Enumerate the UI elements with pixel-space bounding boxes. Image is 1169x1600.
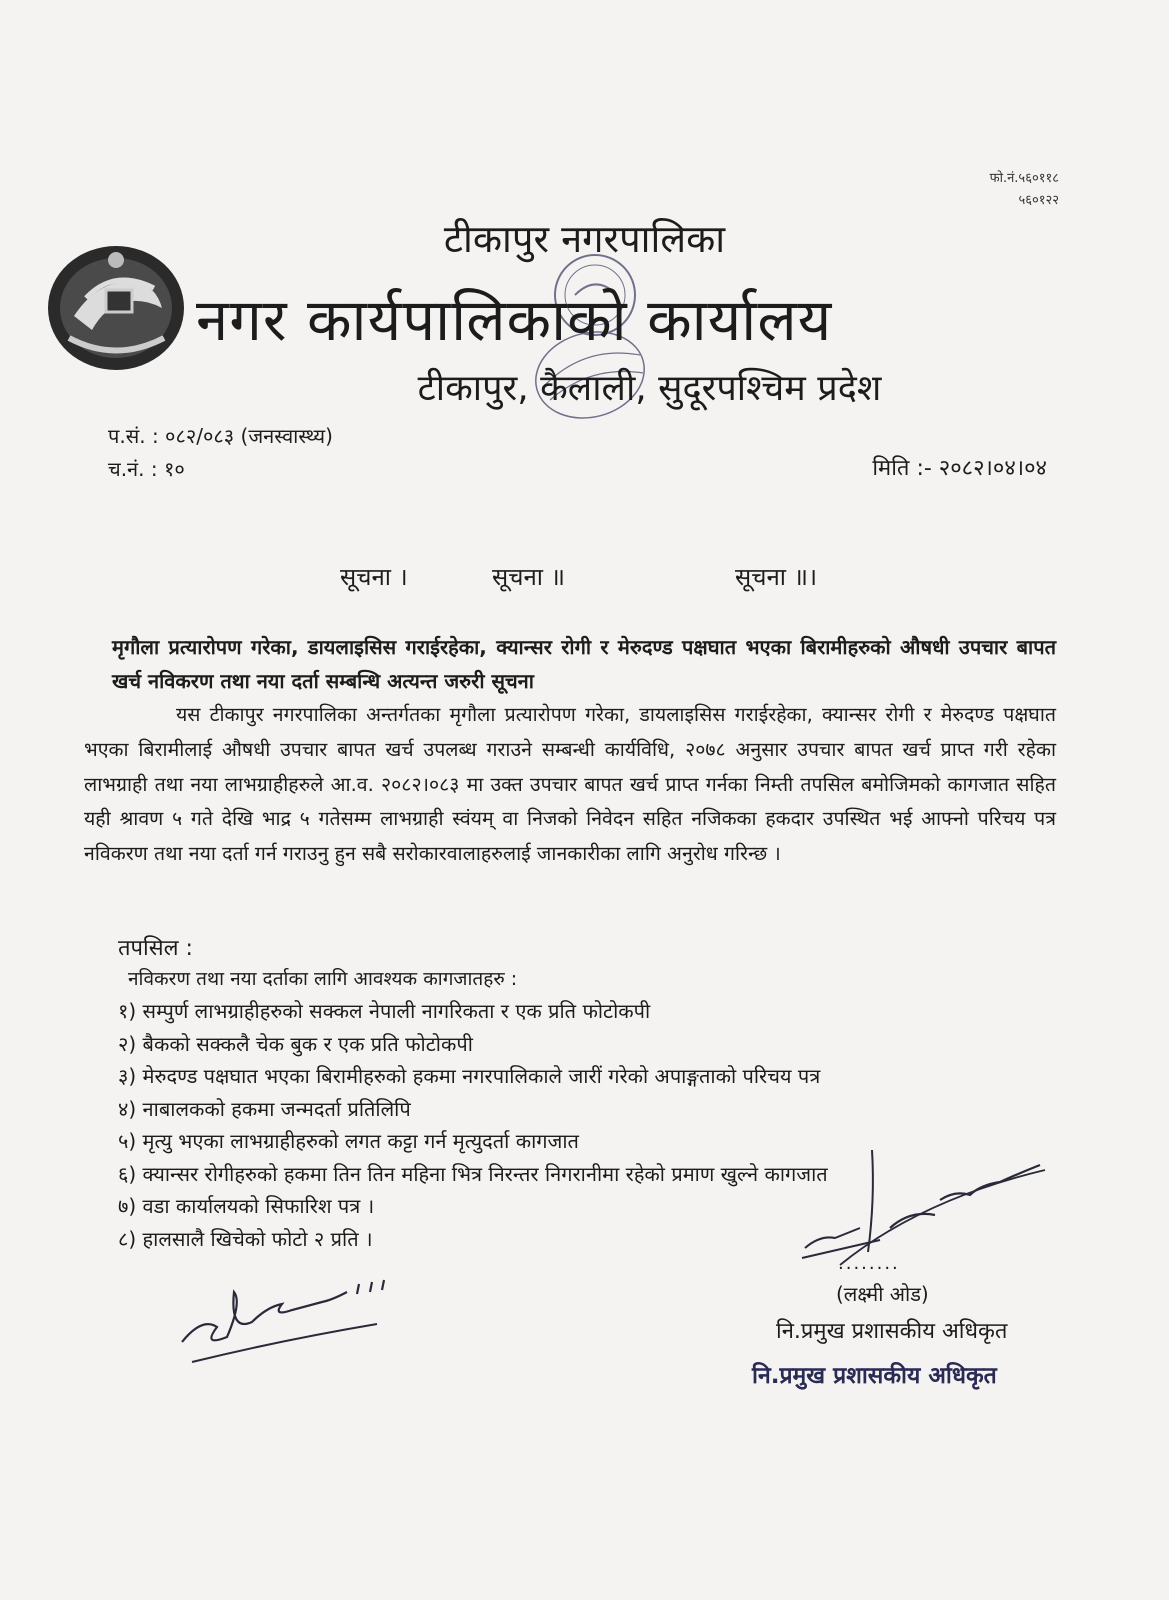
notice-word-2: सूचना ॥ [492,563,566,591]
list-item: ५) मृत्यु भएका लाभग्राहीहरुको लगत कट्टा गर्न मृत्युदर्ता कागजात [118,1129,579,1153]
notice-word-3: सूचना ॥। [735,563,818,591]
signature-dots: ........ [838,1253,900,1274]
municipality-name: टीकापुर नगरपालिका [443,217,726,261]
list-item: ६) क्यान्सर रोगीहरुको हकमा तिन तिन महिना भित्र निरन्तर निगरानीमा रहेको प्रमाण खुल्ने कागजात [118,1161,828,1186]
requirements-label: नविकरण तथा नया दर्ताका लागि आवश्यक कागजातहरु : [128,968,518,990]
office-name: नगर कार्यपालिकाको कार्यालय [196,286,833,354]
reference-number: प.सं. : ०८२/०८३ (जनस्वास्थ्य) [108,424,333,448]
requirements-list [118,995,828,1255]
tapasil-label: तपसिल : [118,936,193,961]
list-item: ४) नाबालकको हकमा जन्मदर्ता प्रतिलिपि [118,1096,411,1121]
office-address: टीकापुर, कैलाली, सुदूरपश्चिम प्रदेश [417,368,882,409]
phone-numbers [990,168,1059,212]
dispatch-number: च.नं. : १० [108,457,185,481]
phone-number-1: फो.नं.५६०११८ [989,171,1059,186]
list-item: ८) हालसालै खिचेको फोटो २ प्रति । [118,1226,373,1251]
list-item: २) बैकको सक्कलै चेक बुक र एक प्रति फोटोकपी [118,1031,473,1056]
signatory-title: नि.प्रमुख प्रशासकीय अधिकृत [776,1319,1008,1344]
list-item: ३) मेरुदण्ड पक्षघात भएका बिरामीहरुको हकमा नगरपालिकाले जारीं गरेको अपाङ्गताको परिचय पत्र [118,1064,821,1088]
notice-word-1: सूचना । [340,563,408,591]
signatory-title-stamp: नि.प्रमुख प्रशासकीय अधिकृत [752,1363,997,1389]
phone-number-2: ५६०१२२ [1018,193,1059,208]
signatory-name: (लक्ष्मी ओड) [836,1282,929,1306]
letter-date: मिति :- २०८२।०४।०४ [872,456,1047,481]
notice-subject: मृगौला प्रत्यारोपण गरेका, डायलाइसिस गराईरहेका, क्यान्सर रोगी र मेरुदण्ड पक्षघात भएका बिरामीहरुको औषधी उपचार बापत खर्च नविकरण तथा नया दर्ता सम्बन्धि अत्यन्त जरुरी सूचना [112,635,1056,693]
list-item: ७) वडा कार्यालयको सिफारिश पत्र । [118,1194,375,1218]
right-signature [800,1140,1050,1270]
left-signature [172,1262,392,1382]
notice-body: यस टीकापुर नगरपालिका अन्तर्गतका मृगौला प्रत्यारोपण गरेका, डायलाइसिस गराईरहेका, क्यान्सर रोगी र मेरुदण्ड पक्षघात भएका बिरामीलाई औषधी उपचार बापत खर्च उपलब्ध गराउने सम्बन्धी कार्यविधि, २०७८ अनुसार उपचार बापत खर्च प्राप्त गरी रहेका लाभग्राही तथा नया लाभग्राहीहरुले आ.व. २०८२।०८३ मा उक्त उपचार बापत खर्च प्राप्त गर्नका निम्ती तपसिल बमोजिमको कागजात सहित यही श्रावण ५ गते देखि भाद्र ५ गतेसम्म लाभग्राही स्वंयम् वा निजको निवेदन सहित नजिकका हकदार उपस्थित भई आफ्नो परिचय पत्र नविकरण तथा नया दर्ता गर्न गराउनु हुन सबै सरोकारवालाहरुलाई जानकारीका लागि अनुरोध गरिन्छ । [84,703,1056,866]
list-item: १) सम्पुर्ण लाभग्राहीहरुको सक्कल नेपाली नागरिकता र एक प्रति फोटोकपी [118,999,651,1023]
